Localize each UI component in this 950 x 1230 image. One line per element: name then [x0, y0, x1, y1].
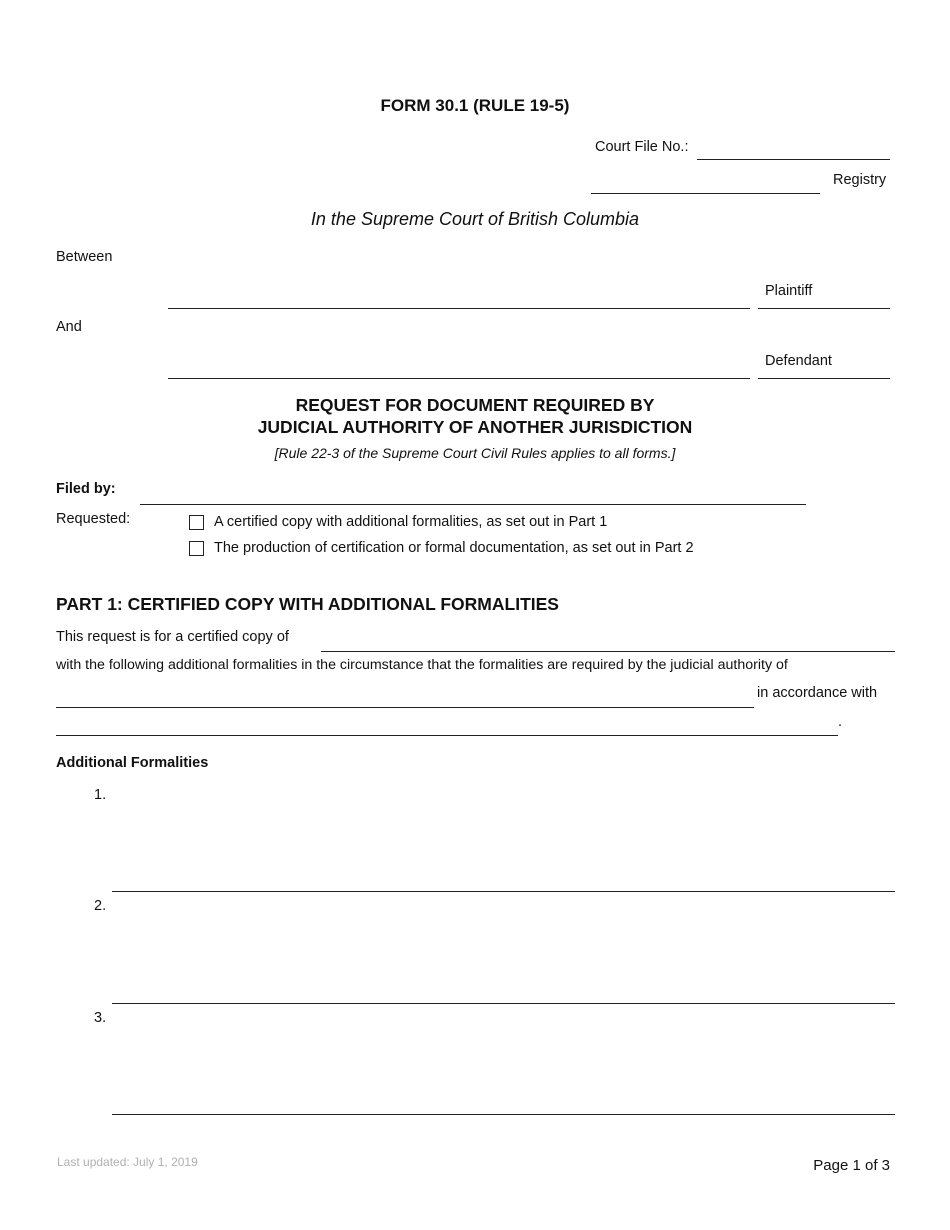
page-number: Page 1 of 3: [813, 1157, 890, 1174]
option-part1-label: A certified copy with additional formalities, as set out in Part 1: [214, 514, 608, 530]
option-part2-checkbox[interactable]: [189, 541, 204, 556]
formalities-text: with the following additional formalities in the circumstance that the formalities are required by the judicial authority of: [56, 657, 788, 673]
formality-item-field[interactable]: [112, 891, 895, 892]
formality-item-number: 1.: [94, 787, 107, 803]
part1-heading: PART 1: CERTIFIED COPY WITH ADDITIONAL FORMALITIES: [56, 594, 559, 614]
filed-by-field[interactable]: [140, 504, 806, 505]
plaintiff-label: Plaintiff: [765, 283, 813, 299]
formality-item-field[interactable]: [112, 1003, 895, 1004]
option-part1-checkbox[interactable]: [189, 515, 204, 530]
plaintiff-name-field[interactable]: [168, 308, 750, 309]
document-title-line1: REQUEST FOR DOCUMENT REQUIRED BY: [295, 395, 655, 415]
rule-note: [Rule 22-3 of the Supreme Court Civil Rules applies to all forms.]: [274, 445, 676, 461]
form-title: FORM 30.1 (RULE 19-5): [380, 96, 570, 115]
registry-field[interactable]: [591, 193, 820, 194]
requested-label: Requested:: [56, 511, 131, 527]
plaintiff-label-underline: [758, 308, 890, 309]
defendant-name-field[interactable]: [168, 378, 750, 379]
registry-label: Registry: [833, 172, 887, 188]
and-label: And: [56, 319, 82, 335]
filed-by-label: Filed by:: [56, 481, 116, 497]
document-title-line2: JUDICIAL AUTHORITY OF ANOTHER JURISDICTION: [257, 417, 693, 437]
formality-item-field[interactable]: [112, 1114, 895, 1115]
defendant-label: Defendant: [765, 353, 832, 369]
judicial-authority-field[interactable]: [56, 707, 754, 708]
court-name: In the Supreme Court of British Columbia: [310, 209, 640, 229]
last-updated: Last updated: July 1, 2019: [57, 1155, 198, 1169]
formality-item-number: 2.: [94, 898, 107, 914]
defendant-label-underline: [758, 378, 890, 379]
accordance-text: in accordance with: [757, 685, 878, 701]
accordance-field[interactable]: [56, 735, 838, 736]
period: .: [838, 714, 843, 730]
request-text: This request is for a certified copy of: [56, 629, 289, 645]
between-label: Between: [56, 249, 113, 265]
certified-copy-field[interactable]: [321, 651, 895, 652]
formality-item-number: 3.: [94, 1010, 107, 1026]
court-file-field[interactable]: [697, 159, 890, 160]
option-part2-label: The production of certification or formal documentation, as set out in Part 2: [214, 540, 694, 556]
additional-formalities-heading: Additional Formalities: [56, 755, 209, 771]
court-file-label: Court File No.:: [595, 139, 689, 155]
